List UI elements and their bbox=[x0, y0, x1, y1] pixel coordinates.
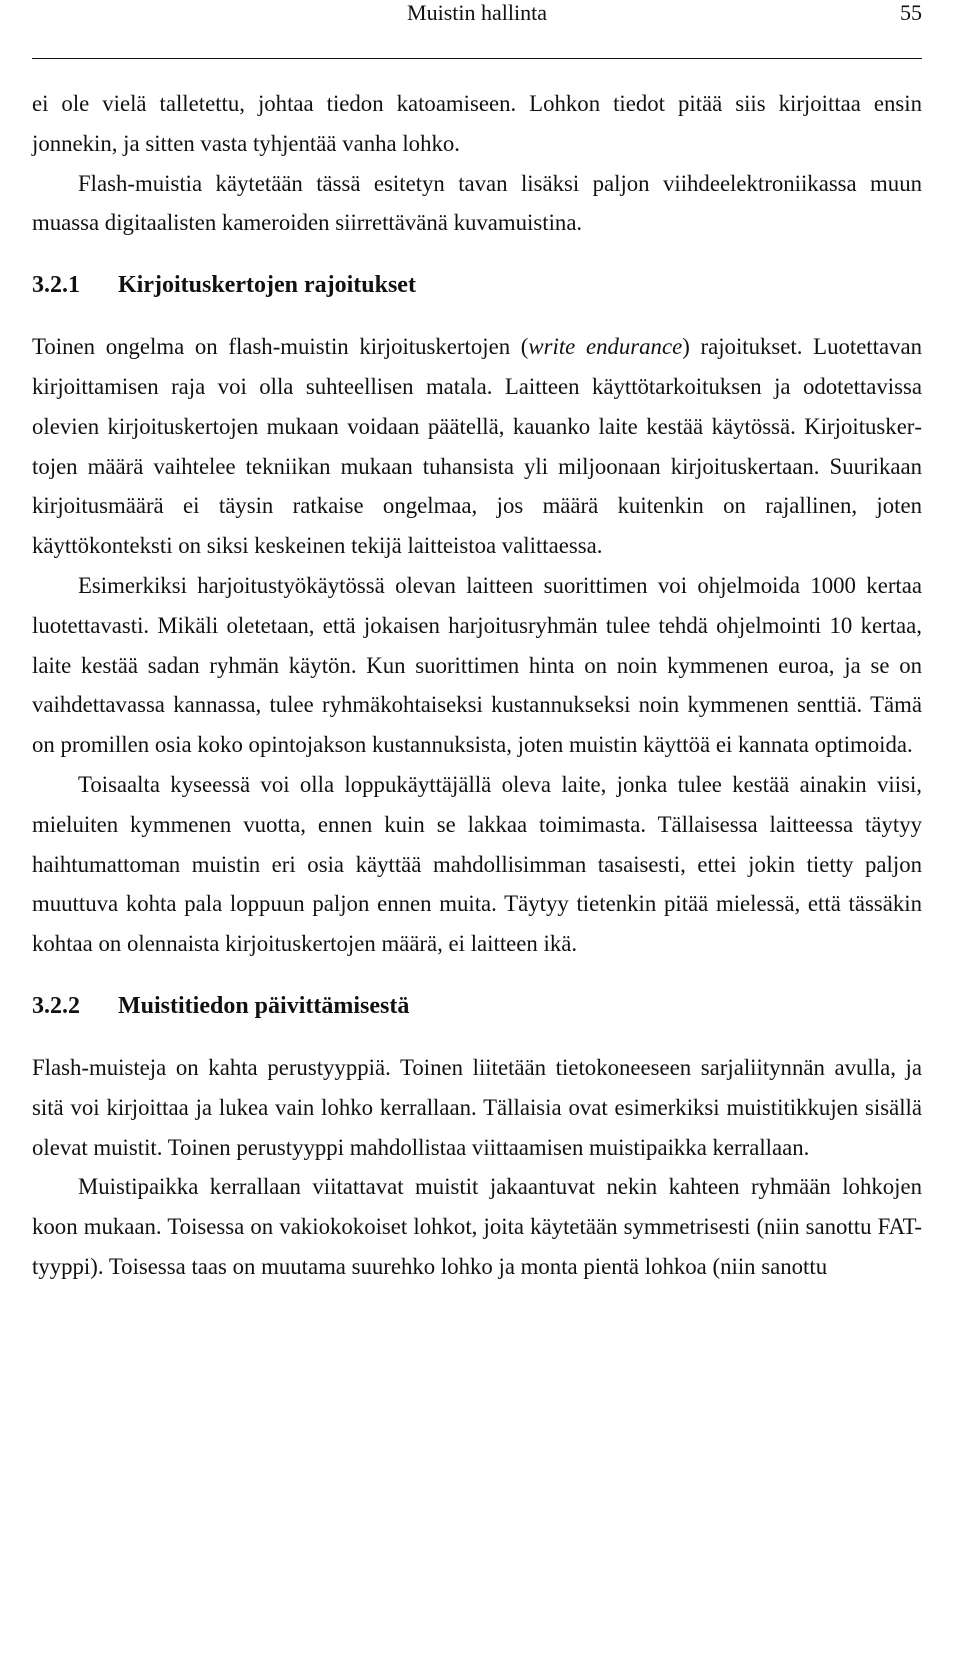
paragraph: Toisaalta kyseessä voi olla loppukäyttäjällä oleva laite, jonka tulee kestää ainakin viisi, mieluiten kymmenen vuotta, ennen kuin se lakkaa toimimasta. Tällaisessa laitteessa täytyy haihtumattoman muistin eri osia käyttää mahdollisimman tasaisesti, ettei jokin tietty paljon muuttuva kohta pala loppuun paljon ennen muita. Täytyy tietenkin pitää mielessä, että tässäkin kohtaa on olennaista kirjoituskertojen määrä, ei laitteen ikä. bbox=[32, 771, 922, 957]
page-number: 55 bbox=[900, 0, 922, 25]
section-title: Kirjoituskertojen rajoitukset bbox=[118, 272, 416, 299]
paragraph-text: ) rajoitukset. Luotettavan kirjoittamisen raja voi olla suhteellisen matala. Laitteen käyttötarkoituksen ja odotettavissa olevien kirjoituskertojen mukaan voidaan päätellä, kauanko laite kestää käytössä. Kirjoituskertojen määrä vaihtelee tekniikan mukaan tuhansista yli miljoonaan kirjoituskertaan. Suurikaan kirjoitusmäärä ei täysin ratkaise ongelmaa, jos määrä kuitenkin on rajallinen, joten käyttökonteksti on siksi keskeinen tekijä laitteistoa valittaessa. bbox=[32, 334, 923, 559]
section-number: 3.2.2 bbox=[32, 992, 80, 1019]
document-page bbox=[32, 0, 923, 1279]
section-number: 3.2.1 bbox=[32, 272, 80, 299]
running-title: Muistin hallinta bbox=[407, 0, 547, 25]
paragraph-text: Toinen ongelma on flash-muistin kirjoituskertojen ( bbox=[32, 334, 529, 360]
paragraph: Muistipaikka kerrallaan viitattavat muistit jakaantuvat nekin kahteen ryhmään lohkojen koon mukaan. Toisessa on vakiokokoiset lohkot, joita käytetään symmetrisesti (niin sanottu FAT-tyyppi). Toisessa taas on muutama suurehko lohko ja monta pientä lohkoa (niin sanottu bbox=[32, 1174, 922, 1279]
section-heading bbox=[32, 986, 922, 1026]
italic-term: write endurance bbox=[528, 334, 683, 360]
section-title: Muistitiedon päivittämisestä bbox=[118, 992, 410, 1019]
body-text bbox=[32, 84, 922, 1287]
paragraph: Flash-muisteja on kahta perustyyppiä. Toinen liitetään tietokoneeseen sarjaliitynnän avulla, ja sitä voi kirjoittaa ja lukea vain lohko kerrallaan. Tällaisia ovat esimerkiksi muistitikkujen sisällä olevat muistit. Toinen perustyyppi mahdollistaa viittaamisen muistipaikka kerrallaan. bbox=[32, 1054, 922, 1160]
paragraph bbox=[32, 327, 922, 566]
paragraph: Esimerkiksi harjoitustyökäytössä olevan laitteen suorittimen voi ohjelmoida 1000 kertaa luotettavasti. Mikäli oletetaan, että jokaisen harjoitusryhmän tulee tehdä ohjelmointi 10 kertaa, laite kestää sadan ryhmän käytön. Kun suorittimen hinta on noin kymmenen euroa, ja se on vaihdettavassa kannassa, tulee ryhmäkohtaiseksi kustannukseksi noin kymmenen senttiä. Tämä on promillen osia koko opintojakson kustannuksista, joten muistin käyttöä ei kannata optimoida. bbox=[32, 572, 922, 758]
paragraph: ei ole vielä talletettu, johtaa tiedon katoamiseen. Lohkon tiedot pitää siis kirjoittaa ensin jonnekin, ja sitten vasta tyhjentää vanha lohko. bbox=[32, 91, 922, 156]
paragraph: Flash-muistia käytetään tässä esitetyn tavan lisäksi paljon viihdeelektroniikassa muun muassa digitaalisten kameroiden siirrettävänä kuvamuistina. bbox=[32, 170, 922, 236]
section-heading bbox=[32, 265, 922, 305]
running-header bbox=[32, 0, 922, 59]
